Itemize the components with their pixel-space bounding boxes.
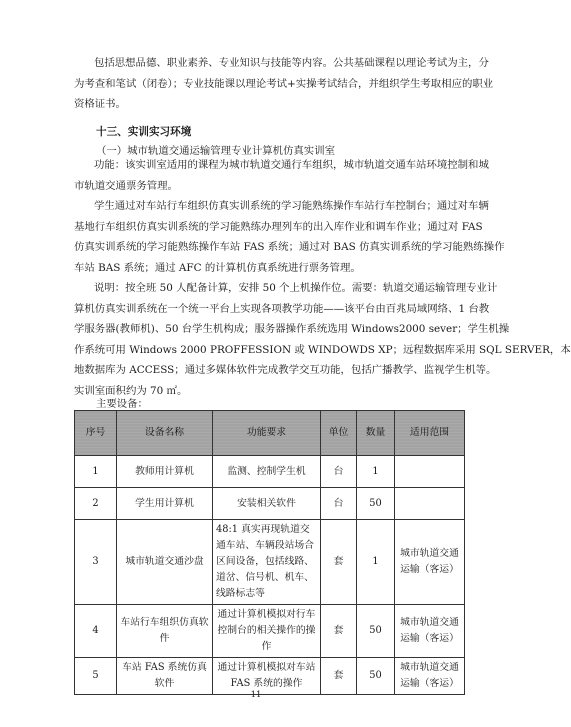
student-line: 学生通过对车站行车组织仿真实训系统的学习能熟练操作车站行车控制台；通过对车辆 <box>94 200 489 212</box>
cell-quantity: 50 <box>357 605 395 658</box>
cell-index: 3 <box>75 520 117 605</box>
equipment-label: 主要设备： <box>96 398 148 410</box>
section-heading: 十三、实训实习环境 <box>96 126 192 138</box>
header-index: 序号 <box>75 411 117 456</box>
cell-device-name: 学生用计算机 <box>117 488 213 520</box>
cell-quantity: 50 <box>357 488 395 520</box>
intro-line: 包括思想品德、职业素养、专业知识与技能等内容。公共基础课程以理论考试为主，分 <box>94 57 489 69</box>
explanation-line: 算机仿真实训系统在一个统一平台上实现各项教学功能——该平台由百兆局域网络、1 台教 <box>74 302 490 315</box>
cell-unit: 套 <box>321 520 357 605</box>
cell-device-name: 教师用计算机 <box>117 456 213 488</box>
cell-scope: 城市轨道交通运输（客运） <box>395 605 465 658</box>
header-function: 功能要求 <box>213 411 321 456</box>
intro-paragraph <box>74 53 494 115</box>
cell-unit: 台 <box>321 456 357 488</box>
table-row <box>75 488 465 520</box>
cell-function: 安装相关软件 <box>213 488 321 520</box>
cell-quantity: 1 <box>357 456 395 488</box>
cell-unit: 套 <box>321 658 357 695</box>
header-unit: 单位 <box>321 411 357 456</box>
subsection-heading: （一）城市轨道交通运输管理专业计算机仿真实训室 <box>96 145 335 157</box>
explanation-line: 作系统可用 Windows 2000 PROFFESSION 或 WINDOWDS XP；远程数据库采用 SQL SERVER，本 <box>74 343 571 356</box>
explanation-paragraph <box>74 278 571 401</box>
explanation-line: 实训室面积约为 70 ㎡。 <box>74 384 188 397</box>
header-scope: 适用范围 <box>395 411 465 456</box>
cell-index: 1 <box>75 456 117 488</box>
cell-quantity: 50 <box>357 658 395 695</box>
cell-index: 4 <box>75 605 117 658</box>
cell-scope: 城市轨道交通运输（客运） <box>395 520 465 605</box>
table-row <box>75 605 465 658</box>
cell-unit: 台 <box>321 488 357 520</box>
student-paragraph <box>74 196 505 278</box>
table-row <box>75 658 465 695</box>
cell-function: 48:1 真实再现轨道交通车站、车辆段站场合区间设备，包括线路、道岔、信号机、机车、线路标志等 <box>213 520 321 605</box>
cell-quantity: 1 <box>357 520 395 605</box>
table-row <box>75 456 465 488</box>
cell-scope <box>395 488 465 520</box>
explanation-line: 说明：按全班 50 人配备计算，安排 50 个上机操作位。需要：轨道交通运输管理专业计 <box>94 282 498 294</box>
cell-device-name: 城市轨道交通沙盘 <box>117 520 213 605</box>
table-row <box>75 520 465 605</box>
cell-index: 5 <box>75 658 117 695</box>
cell-scope: 城市轨道交通运输（客运） <box>395 658 465 695</box>
intro-line: 资格证书。 <box>74 98 126 110</box>
cell-function: 通过计算机模拟对行车控制台的相关操作的操作 <box>213 605 321 658</box>
cell-function: 通过计算机模拟对车站 FAS 系统的操作 <box>213 658 321 695</box>
function-line: 功能：该实训室适用的课程为城市轨道交通行车组织，城市轨道交通车站环境控制和城 <box>94 159 489 171</box>
explanation-line: 地数据库为 ACCESS；通过多媒体软件完成教学交互功能，包括广播教学、监视学生机等。 <box>74 364 497 376</box>
student-line: 基地行车组织仿真实训系统的学习能熟练办理列车的出入库作业和调车作业；通过对 FAS <box>74 220 483 233</box>
student-line: 仿真实训系统的学习能熟练操作车站 FAS 系统；通过对 BAS 仿真实训系统的学习能熟练操作 <box>74 241 505 253</box>
cell-unit: 套 <box>321 605 357 658</box>
function-paragraph <box>74 155 489 196</box>
intro-line: 为考查和笔试（闭卷）；专业技能课以理论考试+实操考试结合，并组织学生考取相应的职业 <box>74 77 494 90</box>
function-line: 市轨道交通票务管理。 <box>74 179 178 192</box>
equipment-table <box>74 410 465 695</box>
cell-scope <box>395 456 465 488</box>
page-number: 11 <box>250 690 262 700</box>
cell-index: 2 <box>75 488 117 520</box>
explanation-line: 学服务器(教师机)、50 台学生机构成；服务器操作系统选用 Windows2000 sever；学生机操 <box>74 323 510 335</box>
header-quantity: 数量 <box>357 411 395 456</box>
cell-device-name: 车站 FAS 系统仿真软件 <box>117 658 213 695</box>
header-device-name: 设备名称 <box>117 411 213 456</box>
cell-device-name: 车站行车组织仿真软件 <box>117 605 213 658</box>
cell-function: 监测、控制学生机 <box>213 456 321 488</box>
student-line: 车站 BAS 系统；通过 AFC 的计算机仿真系统进行票务管理。 <box>74 261 361 274</box>
table-header-row <box>75 411 465 456</box>
